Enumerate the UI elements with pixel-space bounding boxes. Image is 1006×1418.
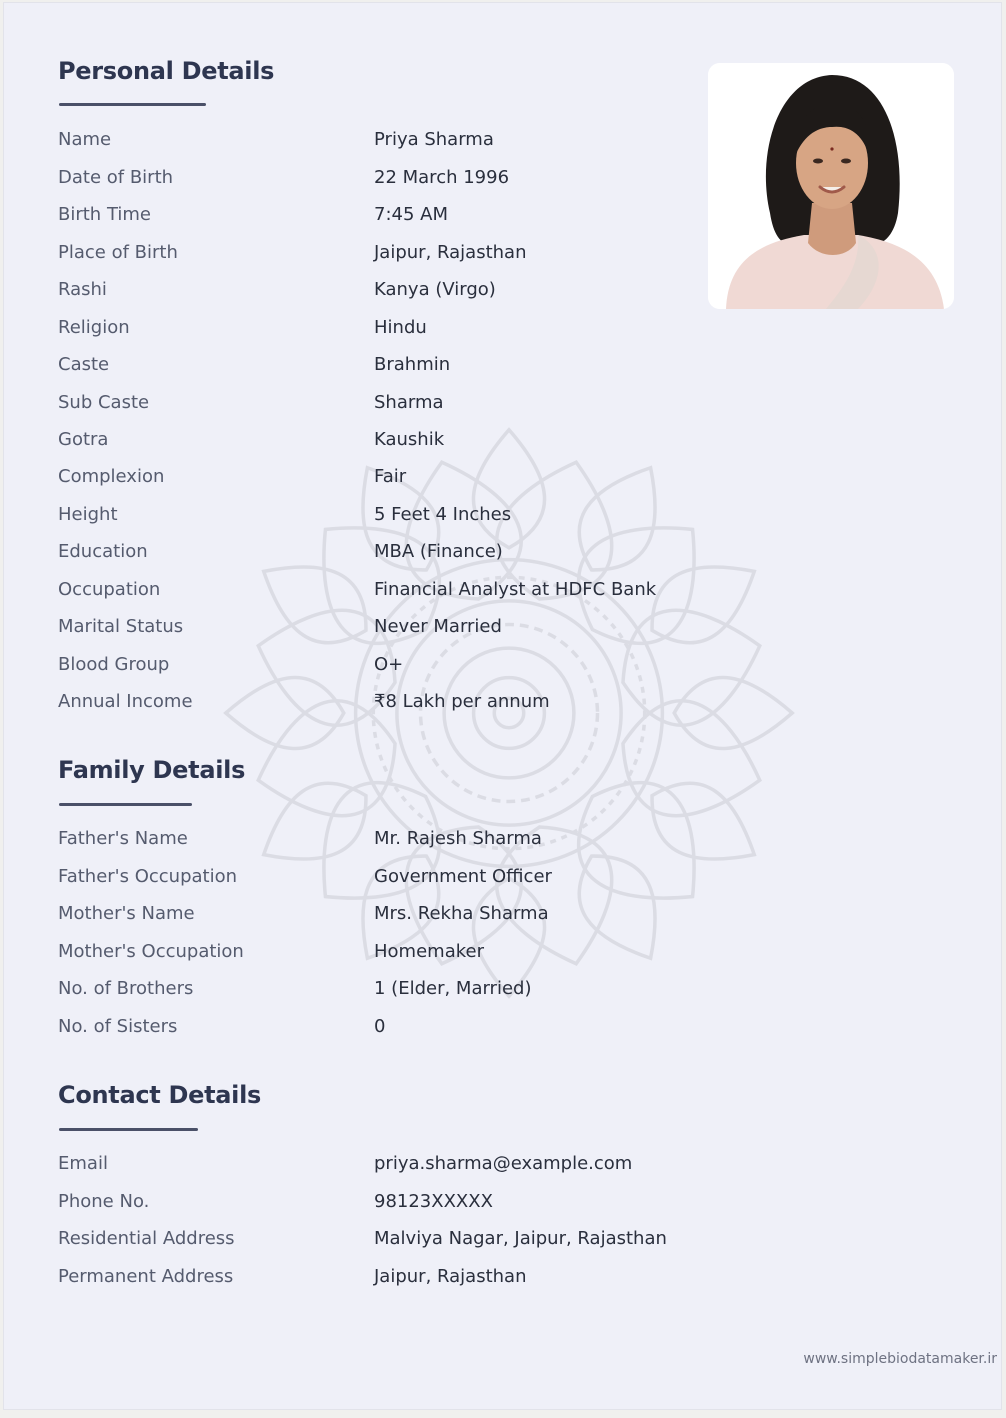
value-brothers: 1 (Elder, Married) <box>374 977 532 999</box>
label-place-of-birth: Place of Birth <box>58 241 178 263</box>
label-gotra: Gotra <box>58 428 109 450</box>
row-sisters <box>58 1012 758 1040</box>
profile-photo <box>708 63 954 309</box>
section-title-family: Family Details <box>58 756 246 784</box>
value-email: priya.sharma@example.com <box>374 1152 633 1174</box>
row-brothers <box>58 974 758 1002</box>
row-religion <box>58 313 758 341</box>
value-permanent-address: Jaipur, Rajasthan <box>374 1265 527 1287</box>
row-gotra <box>58 425 758 453</box>
value-residential-address: Malviya Nagar, Jaipur, Rajasthan <box>374 1227 667 1249</box>
value-annual-income: ₹8 Lakh per annum <box>374 690 550 712</box>
row-residential-address <box>58 1224 758 1252</box>
footer-website: www.simplebiodatamaker.ir <box>803 1351 997 1367</box>
section-rule-contact <box>59 1128 198 1131</box>
row-mothers-name <box>58 899 758 927</box>
label-annual-income: Annual Income <box>58 690 193 712</box>
row-blood-group <box>58 650 758 678</box>
row-date-of-birth <box>58 163 758 191</box>
value-fathers-occupation: Government Officer <box>374 865 552 887</box>
value-sub-caste: Sharma <box>374 391 444 413</box>
value-mothers-name: Mrs. Rekha Sharma <box>374 902 549 924</box>
value-marital-status: Never Married <box>374 615 502 637</box>
row-fathers-name <box>58 824 758 852</box>
row-education <box>58 537 758 565</box>
row-mothers-occupation <box>58 937 758 965</box>
row-marital-status <box>58 612 758 640</box>
row-name <box>58 125 758 153</box>
label-sisters: No. of Sisters <box>58 1015 178 1037</box>
value-caste: Brahmin <box>374 353 451 375</box>
label-fathers-name: Father's Name <box>58 827 188 849</box>
label-fathers-occupation: Father's Occupation <box>58 865 238 887</box>
label-phone: Phone No. <box>58 1190 150 1212</box>
label-occupation: Occupation <box>58 578 161 600</box>
label-date-of-birth: Date of Birth <box>58 166 174 188</box>
row-fathers-occupation <box>58 862 758 890</box>
label-religion: Religion <box>58 316 130 338</box>
label-permanent-address: Permanent Address <box>58 1265 234 1287</box>
label-rashi: Rashi <box>58 278 107 300</box>
label-height: Height <box>58 503 118 525</box>
label-mothers-name: Mother's Name <box>58 902 195 924</box>
label-marital-status: Marital Status <box>58 615 184 637</box>
label-brothers: No. of Brothers <box>58 977 194 999</box>
row-email <box>58 1149 758 1177</box>
label-email: Email <box>58 1152 108 1174</box>
row-place-of-birth <box>58 238 758 266</box>
row-phone <box>58 1187 758 1215</box>
row-permanent-address <box>58 1262 758 1290</box>
section-rule-personal <box>59 103 206 106</box>
biodata-page <box>3 2 1002 1410</box>
value-mothers-occupation: Homemaker <box>374 940 484 962</box>
section-title-contact: Contact Details <box>58 1081 262 1109</box>
value-education: MBA (Finance) <box>374 540 503 562</box>
row-height <box>58 500 758 528</box>
value-gotra: Kaushik <box>374 428 445 450</box>
row-complexion <box>58 462 758 490</box>
label-education: Education <box>58 540 148 562</box>
row-caste <box>58 350 758 378</box>
row-birth-time <box>58 200 758 228</box>
value-sisters: 0 <box>374 1015 386 1037</box>
row-sub-caste <box>58 388 758 416</box>
section-rule-family <box>59 803 192 806</box>
value-blood-group: O+ <box>374 653 404 675</box>
label-mothers-occupation: Mother's Occupation <box>58 940 244 962</box>
row-annual-income <box>58 687 758 715</box>
value-occupation: Financial Analyst at HDFC Bank <box>374 578 657 600</box>
value-height: 5 Feet 4 Inches <box>374 503 512 525</box>
label-blood-group: Blood Group <box>58 653 170 675</box>
label-sub-caste: Sub Caste <box>58 391 150 413</box>
value-date-of-birth: 22 March 1996 <box>374 166 510 188</box>
section-title-personal: Personal Details <box>58 57 275 85</box>
label-residential-address: Residential Address <box>58 1227 235 1249</box>
person-portrait-icon <box>708 63 954 309</box>
value-birth-time: 7:45 AM <box>374 203 448 225</box>
label-complexion: Complexion <box>58 465 165 487</box>
label-birth-time: Birth Time <box>58 203 151 225</box>
value-rashi: Kanya (Virgo) <box>374 278 496 300</box>
label-caste: Caste <box>58 353 110 375</box>
row-rashi <box>58 275 758 303</box>
value-religion: Hindu <box>374 316 427 338</box>
label-name: Name <box>58 128 112 150</box>
value-name: Priya Sharma <box>374 128 494 150</box>
value-fathers-name: Mr. Rajesh Sharma <box>374 827 542 849</box>
value-phone: 98123XXXXX <box>374 1190 493 1212</box>
row-occupation <box>58 575 758 603</box>
value-place-of-birth: Jaipur, Rajasthan <box>374 241 527 263</box>
value-complexion: Fair <box>374 465 407 487</box>
